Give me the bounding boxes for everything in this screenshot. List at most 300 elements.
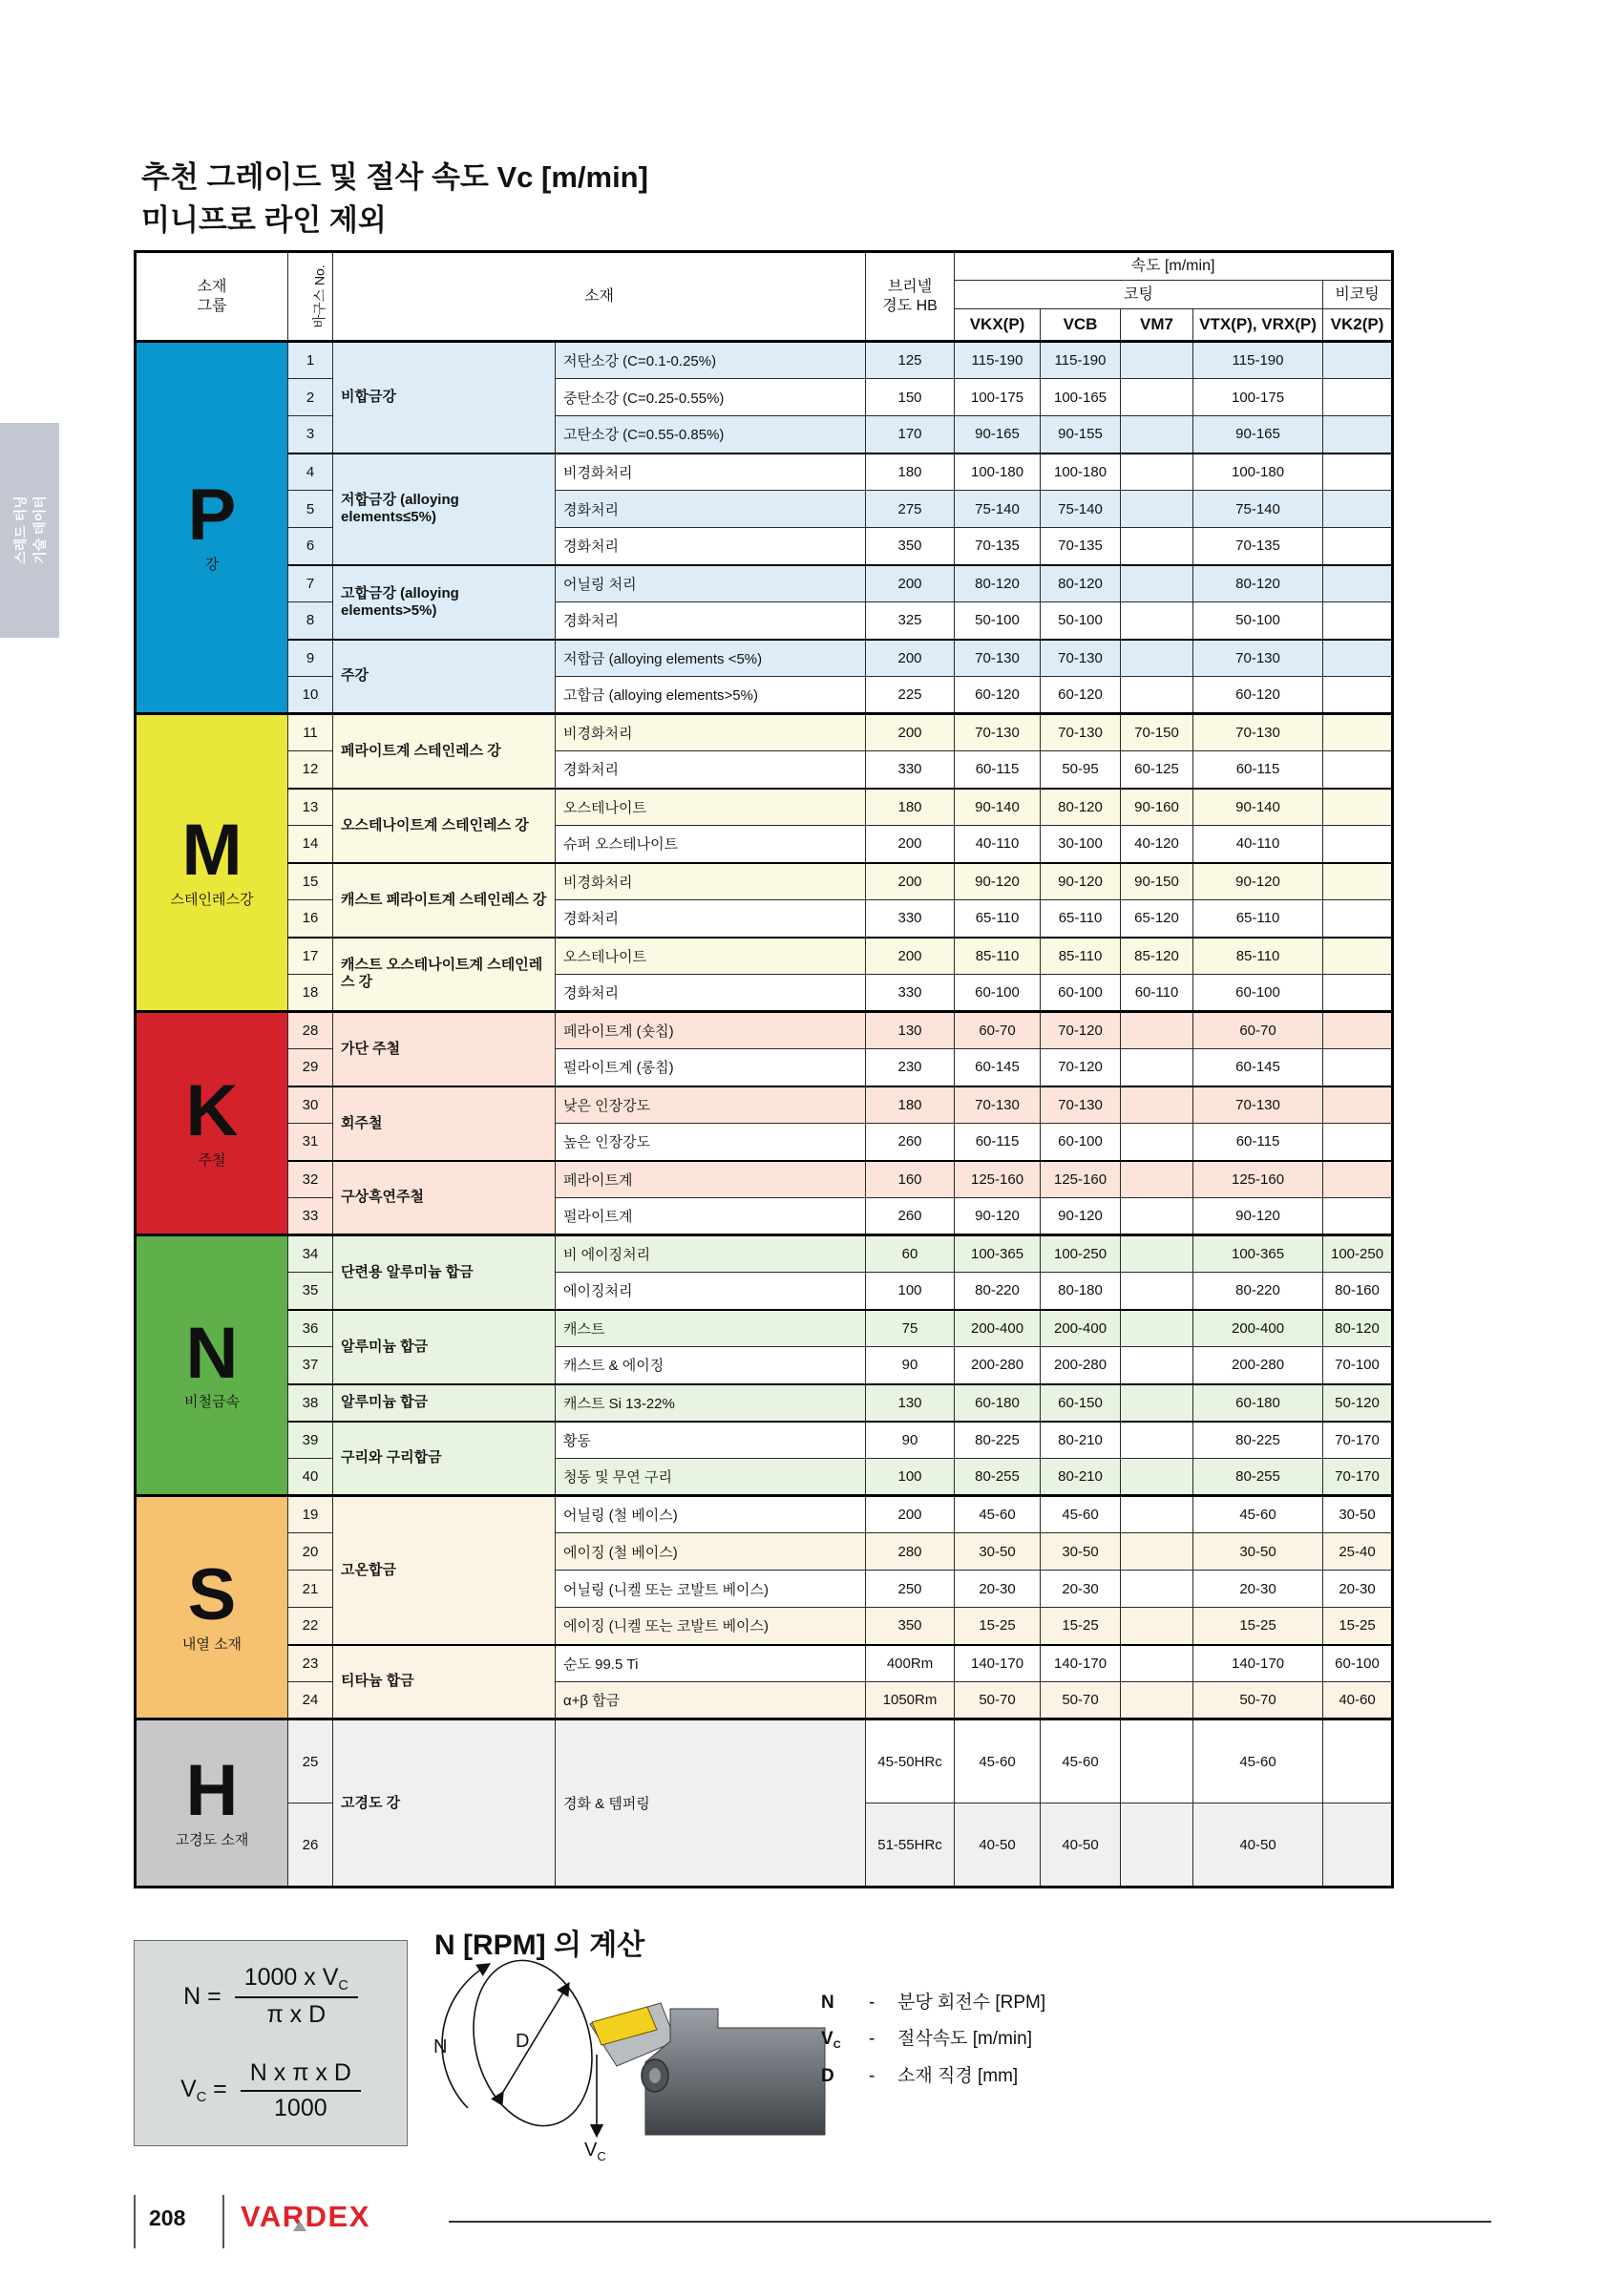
speed-cell-vcb: 115-190 — [1041, 342, 1121, 379]
table-row — [136, 789, 1393, 826]
table-row — [136, 1422, 1393, 1459]
hardness-cell: 180 — [866, 1086, 955, 1124]
speed-cell-vm7 — [1121, 1384, 1193, 1422]
speed-cell-vcb: 90-120 — [1041, 1198, 1121, 1235]
speed-cell-vcb: 90-120 — [1041, 863, 1121, 900]
group-label: 강 — [204, 556, 220, 573]
material-category-cell: 캐스트 페라이트계 스테인레스 강 — [333, 863, 556, 938]
group-letter: M — [181, 810, 243, 892]
page-title: 추천 그레이드 및 절삭 속도 Vc [m/min] — [141, 160, 648, 194]
row-no-cell: 16 — [288, 900, 333, 938]
material-category-cell: 알루미늄 합금 — [333, 1310, 556, 1384]
table-row — [136, 1347, 1393, 1384]
material-cell: 낮은 인장강도 — [556, 1086, 866, 1124]
speed-cell-vk2 — [1323, 826, 1393, 863]
row-no-cell: 39 — [288, 1422, 333, 1459]
speed-cell-vm7 — [1121, 1049, 1193, 1086]
speed-cell-vtx-vrx: 20-30 — [1193, 1571, 1323, 1608]
speed-cell-vkx: 70-130 — [955, 640, 1041, 677]
speed-cell-vcb: 30-50 — [1041, 1533, 1121, 1571]
legend-item — [821, 1988, 1045, 2014]
speed-cell-vk2 — [1323, 640, 1393, 677]
header-material-group-l2: 그룹 — [197, 297, 227, 314]
speed-cell-vkx: 45-60 — [955, 1719, 1041, 1803]
calc-section-title: N [RPM] 의 계산 — [434, 1930, 645, 1961]
material-cell: 경화처리 — [556, 975, 866, 1012]
material-category-cell: 가단 주철 — [333, 1012, 556, 1086]
speed-cell-vkx: 100-180 — [955, 453, 1041, 491]
speed-cell-vk2 — [1323, 975, 1393, 1012]
hardness-cell: 170 — [866, 416, 955, 453]
speed-cell-vm7 — [1121, 1273, 1193, 1310]
speed-cell-vk2 — [1323, 938, 1393, 975]
hardness-cell: 200 — [866, 640, 955, 677]
material-cell: 펄라이트계 (롱칩) — [556, 1049, 866, 1086]
row-no-cell: 29 — [288, 1049, 333, 1086]
page-number: 208 — [149, 2205, 186, 2230]
speed-cell-vkx: 40-50 — [955, 1803, 1041, 1888]
side-tab-line1: 스레드 터닝 — [12, 496, 29, 564]
speed-cell-vcb: 100-250 — [1041, 1235, 1121, 1273]
group-label: 스테인레스강 — [170, 891, 254, 908]
hardness-cell: 60 — [866, 1235, 955, 1273]
speed-cell-vcb: 80-120 — [1041, 565, 1121, 602]
speed-cell-vcb: 60-150 — [1041, 1384, 1121, 1422]
speed-cell-vcb: 100-165 — [1041, 379, 1121, 416]
speed-cell-vkx: 70-130 — [955, 714, 1041, 751]
table-row — [136, 1086, 1393, 1124]
group-label: 주철 — [198, 1151, 226, 1169]
material-cell: 경화처리 — [556, 751, 866, 789]
row-no-cell: 7 — [288, 565, 333, 602]
group-cell-N — [136, 1235, 288, 1496]
speed-cell-vtx-vrx: 125-160 — [1193, 1161, 1323, 1198]
material-cell: 캐스트 Si 13-22% — [556, 1384, 866, 1422]
hardness-cell: 325 — [866, 602, 955, 640]
group-label: 고경도 소재 — [175, 1831, 249, 1848]
table-row — [136, 1645, 1393, 1682]
hardness-cell: 180 — [866, 453, 955, 491]
speed-cell-vkx: 100-365 — [955, 1235, 1041, 1273]
speed-cell-vtx-vrx: 80-255 — [1193, 1459, 1323, 1496]
speed-cell-vcb: 200-280 — [1041, 1347, 1121, 1384]
hardness-cell: 1050Rm — [866, 1682, 955, 1719]
row-no-cell: 13 — [288, 789, 333, 826]
formula-vc-numerator: N x π x D — [241, 2059, 361, 2092]
speed-cell-vk2 — [1323, 751, 1393, 789]
header-material-group — [136, 252, 288, 342]
speed-cell-vk2: 25-40 — [1323, 1533, 1393, 1571]
row-no-cell: 8 — [288, 602, 333, 640]
speed-cell-vkx: 60-115 — [955, 751, 1041, 789]
material-cell: 저합금 (alloying elements <5%) — [556, 640, 866, 677]
speed-cell-vk2 — [1323, 491, 1393, 528]
speed-cell-vkx: 90-165 — [955, 416, 1041, 453]
speed-cell-vcb: 60-100 — [1041, 975, 1121, 1012]
speed-cell-vkx: 60-70 — [955, 1012, 1041, 1049]
row-no-cell: 14 — [288, 826, 333, 863]
row-no-cell: 17 — [288, 938, 333, 975]
table-row — [136, 1682, 1393, 1719]
speed-cell-vm7: 70-150 — [1121, 714, 1193, 751]
speed-cell-vkx: 75-140 — [955, 491, 1041, 528]
group-cell-H — [136, 1719, 288, 1888]
group-letter: K — [185, 1070, 239, 1152]
speed-cell-vm7 — [1121, 1719, 1193, 1803]
speed-cell-vkx: 100-175 — [955, 379, 1041, 416]
hardness-cell: 260 — [866, 1124, 955, 1161]
speed-cell-vtx-vrx: 90-120 — [1193, 1198, 1323, 1235]
material-cell: 에이징 (니켈 또는 코발트 베이스) — [556, 1608, 866, 1645]
speed-cell-vcb: 70-130 — [1041, 1086, 1121, 1124]
speed-cell-vk2: 80-160 — [1323, 1273, 1393, 1310]
speed-cell-vk2 — [1323, 416, 1393, 453]
hardness-cell: 100 — [866, 1273, 955, 1310]
hardness-cell: 230 — [866, 1049, 955, 1086]
speed-cell-vm7: 90-150 — [1121, 863, 1193, 900]
speed-cell-vcb: 70-120 — [1041, 1049, 1121, 1086]
speed-cell-vm7 — [1121, 677, 1193, 714]
row-no-cell: 40 — [288, 1459, 333, 1496]
header-grade-vkx: VKX(P) — [955, 309, 1041, 342]
hardness-cell: 100 — [866, 1459, 955, 1496]
speed-cell-vk2 — [1323, 379, 1393, 416]
speed-cell-vm7 — [1121, 1533, 1193, 1571]
speed-cell-vkx: 50-100 — [955, 602, 1041, 640]
speed-cell-vtx-vrx: 50-100 — [1193, 602, 1323, 640]
speed-cell-vcb: 60-120 — [1041, 677, 1121, 714]
speed-cell-vm7: 85-120 — [1121, 938, 1193, 975]
material-category-cell: 회주철 — [333, 1086, 556, 1161]
table-row — [136, 1012, 1393, 1049]
row-no-cell: 32 — [288, 1161, 333, 1198]
material-cell: 경화처리 — [556, 491, 866, 528]
hardness-cell: 280 — [866, 1533, 955, 1571]
table-row — [136, 416, 1393, 453]
speed-cell-vk2 — [1323, 900, 1393, 938]
speed-cell-vtx-vrx: 45-60 — [1193, 1496, 1323, 1533]
material-category-cell: 알루미늄 합금 — [333, 1384, 556, 1422]
speed-cell-vkx: 40-110 — [955, 826, 1041, 863]
row-no-cell: 22 — [288, 1608, 333, 1645]
speed-cell-vcb: 45-60 — [1041, 1496, 1121, 1533]
hardness-cell: 180 — [866, 789, 955, 826]
speed-cell-vk2: 60-100 — [1323, 1645, 1393, 1682]
material-cell: 페라이트계 — [556, 1161, 866, 1198]
row-no-cell: 25 — [288, 1719, 333, 1803]
table-row — [136, 1571, 1393, 1608]
speed-cell-vk2: 100-250 — [1323, 1235, 1393, 1273]
speed-cell-vtx-vrx: 200-400 — [1193, 1310, 1323, 1347]
speed-cell-vcb: 125-160 — [1041, 1161, 1121, 1198]
speed-cell-vk2: 80-120 — [1323, 1310, 1393, 1347]
speed-cell-vm7 — [1121, 1124, 1193, 1161]
header-grade-vtx-vrx: VTX(P), VRX(P) — [1193, 309, 1323, 342]
speed-cell-vtx-vrx: 90-140 — [1193, 789, 1323, 826]
speed-cell-vkx: 80-225 — [955, 1422, 1041, 1459]
row-no-cell: 20 — [288, 1533, 333, 1571]
speed-cell-vcb: 50-100 — [1041, 602, 1121, 640]
legend-symbol: $V_C$ — [821, 2029, 841, 2051]
hardness-cell: 130 — [866, 1384, 955, 1422]
speed-cell-vm7 — [1121, 1571, 1193, 1608]
table-row — [136, 1124, 1393, 1161]
hardness-cell: 330 — [866, 975, 955, 1012]
speed-cell-vcb: 45-60 — [1041, 1719, 1121, 1803]
speed-cell-vk2: 70-170 — [1323, 1422, 1393, 1459]
speed-cell-vk2: 70-170 — [1323, 1459, 1393, 1496]
speed-table — [134, 250, 1394, 1888]
speed-cell-vm7 — [1121, 491, 1193, 528]
speed-cell-vkx: 85-110 — [955, 938, 1041, 975]
speed-cell-vtx-vrx: 60-70 — [1193, 1012, 1323, 1049]
material-category-cell: 오스테나이트계 스테인레스 강 — [333, 789, 556, 863]
row-no-cell: 31 — [288, 1124, 333, 1161]
speed-cell-vkx: 90-120 — [955, 863, 1041, 900]
speed-cell-vk2 — [1323, 1198, 1393, 1235]
row-no-cell: 18 — [288, 975, 333, 1012]
material-cell: 청동 및 무연 구리 — [556, 1459, 866, 1496]
group-cell-K — [136, 1012, 288, 1235]
hardness-cell: 330 — [866, 751, 955, 789]
speed-cell-vm7 — [1121, 1608, 1193, 1645]
speed-cell-vm7 — [1121, 528, 1193, 565]
speed-cell-vcb: 60-100 — [1041, 1124, 1121, 1161]
footer-divider-mid — [222, 2195, 224, 2248]
legend-separator: - — [869, 2065, 875, 2086]
table-row — [136, 342, 1393, 379]
speed-cell-vcb: 50-95 — [1041, 751, 1121, 789]
formula-vc-fraction — [241, 2059, 361, 2122]
speed-cell-vm7: 90-160 — [1121, 789, 1193, 826]
hardness-cell: 90 — [866, 1422, 955, 1459]
speed-cell-vkx: 20-30 — [955, 1571, 1041, 1608]
row-no-cell: 21 — [288, 1571, 333, 1608]
material-cell: 경화처리 — [556, 528, 866, 565]
formula-n-denominator: π x D — [266, 2001, 327, 2029]
speed-cell-vtx-vrx: 90-165 — [1193, 416, 1323, 453]
speed-cell-vk2 — [1323, 863, 1393, 900]
speed-cell-vm7: 60-110 — [1121, 975, 1193, 1012]
speed-cell-vm7 — [1121, 1161, 1193, 1198]
speed-table-body — [136, 342, 1393, 1888]
speed-cell-vkx: 60-145 — [955, 1049, 1041, 1086]
material-cell: 에이징처리 — [556, 1273, 866, 1310]
header-uncoated: 비코팅 — [1323, 281, 1393, 309]
speed-cell-vkx: 80-220 — [955, 1273, 1041, 1310]
speed-cell-vtx-vrx: 60-120 — [1193, 677, 1323, 714]
speed-cell-vtx-vrx: 70-135 — [1193, 528, 1323, 565]
header-material: 소재 — [333, 252, 866, 342]
material-cell: 오스테나이트 — [556, 938, 866, 975]
legend — [821, 1988, 1045, 2087]
speed-cell-vk2 — [1323, 565, 1393, 602]
header-coated: 코팅 — [955, 281, 1323, 309]
speed-cell-vkx: 70-135 — [955, 528, 1041, 565]
speed-cell-vm7 — [1121, 1347, 1193, 1384]
speed-cell-vcb: 40-50 — [1041, 1803, 1121, 1888]
legend-separator: - — [869, 1993, 875, 2013]
vardex-logo: VARDEX — [241, 2200, 370, 2233]
table-row — [136, 640, 1393, 677]
speed-cell-vcb: 65-110 — [1041, 900, 1121, 938]
speed-cell-vtx-vrx: 80-225 — [1193, 1422, 1323, 1459]
legend-item — [821, 2024, 1045, 2051]
footer-divider-left — [134, 2195, 136, 2248]
header-grade-vm7: VM7 — [1121, 309, 1193, 342]
hardness-cell: 200 — [866, 826, 955, 863]
speed-cell-vkx: 60-120 — [955, 677, 1041, 714]
table-row — [136, 714, 1393, 751]
material-cell: α+β 합금 — [556, 1682, 866, 1719]
speed-cell-vtx-vrx: 65-110 — [1193, 900, 1323, 938]
hardness-cell: 130 — [866, 1012, 955, 1049]
legend-item — [821, 2061, 1045, 2087]
speed-cell-vkx: 60-115 — [955, 1124, 1041, 1161]
formula-n — [135, 1964, 407, 2029]
table-row — [136, 379, 1393, 416]
speed-cell-vkx: 60-100 — [955, 975, 1041, 1012]
table-row — [136, 453, 1393, 491]
speed-cell-vkx: 200-280 — [955, 1347, 1041, 1384]
speed-cell-vcb: 75-140 — [1041, 491, 1121, 528]
speed-cell-vcb: 70-130 — [1041, 714, 1121, 751]
material-cell: 비경화처리 — [556, 453, 866, 491]
table-row — [136, 602, 1393, 640]
material-category-cell: 티타늄 합금 — [333, 1645, 556, 1719]
header-vargus-no-label: 바구스 No. — [311, 264, 327, 328]
material-cell: 경화처리 — [556, 602, 866, 640]
material-cell: 저탄소강 (C=0.1-0.25%) — [556, 342, 866, 379]
speed-cell-vm7 — [1121, 1310, 1193, 1347]
footer-rule — [449, 2221, 1491, 2223]
hardness-cell: 400Rm — [866, 1645, 955, 1682]
material-cell: 중탄소강 (C=0.25-0.55%) — [556, 379, 866, 416]
material-category-cell: 비합금강 — [333, 342, 556, 453]
hardness-cell: 51-55HRc — [866, 1803, 955, 1888]
material-category-cell: 캐스트 오스테나이트계 스테인레스 강 — [333, 938, 556, 1012]
legend-description: 분당 회전수 [RPM] — [897, 1993, 1046, 2013]
speed-cell-vm7: 65-120 — [1121, 900, 1193, 938]
turning-diagram — [420, 1948, 859, 2182]
speed-cell-vk2 — [1323, 1086, 1393, 1124]
material-category-cell: 저합금강 (alloying elements≤5%) — [333, 453, 556, 565]
speed-cell-vtx-vrx: 70-130 — [1193, 714, 1323, 751]
hardness-cell: 250 — [866, 1571, 955, 1608]
speed-cell-vm7 — [1121, 1645, 1193, 1682]
group-letter: S — [187, 1554, 237, 1636]
row-no-cell: 1 — [288, 342, 333, 379]
row-no-cell: 23 — [288, 1645, 333, 1682]
table-row — [136, 1608, 1393, 1645]
row-no-cell: 2 — [288, 379, 333, 416]
material-cell: 캐스트 — [556, 1310, 866, 1347]
speed-cell-vk2 — [1323, 789, 1393, 826]
material-category-cell: 단련용 알루미늄 합금 — [333, 1235, 556, 1310]
table-row — [136, 863, 1393, 900]
speed-cell-vkx: 30-50 — [955, 1533, 1041, 1571]
vardex-logo-triangle — [293, 2221, 306, 2231]
speed-cell-vkx: 90-120 — [955, 1198, 1041, 1235]
speed-cell-vcb: 200-400 — [1041, 1310, 1121, 1347]
table-row — [136, 751, 1393, 789]
speed-cell-vkx: 200-400 — [955, 1310, 1041, 1347]
header-material-group-l1: 소재 — [197, 279, 227, 296]
row-no-cell: 9 — [288, 640, 333, 677]
table-row — [136, 677, 1393, 714]
table-row — [136, 1496, 1393, 1533]
speed-cell-vk2 — [1323, 453, 1393, 491]
material-cell: 경화처리 — [556, 900, 866, 938]
speed-cell-vtx-vrx: 100-180 — [1193, 453, 1323, 491]
speed-cell-vm7: 40-120 — [1121, 826, 1193, 863]
material-category-cell: 고온합금 — [333, 1496, 556, 1645]
speed-cell-vcb: 140-170 — [1041, 1645, 1121, 1682]
table-row — [136, 1719, 1393, 1803]
speed-cell-vm7: 60-125 — [1121, 751, 1193, 789]
legend-separator: - — [869, 2029, 875, 2049]
row-no-cell: 10 — [288, 677, 333, 714]
material-cell: 어닐링 (철 베이스) — [556, 1496, 866, 1533]
speed-cell-vcb: 80-120 — [1041, 789, 1121, 826]
material-cell: 황동 — [556, 1422, 866, 1459]
material-cell: 펄라이트계 — [556, 1198, 866, 1235]
group-label: 비철금속 — [184, 1394, 240, 1411]
hardness-cell: 45-50HRc — [866, 1719, 955, 1803]
speed-cell-vcb: 80-180 — [1041, 1273, 1121, 1310]
side-tab-label — [1, 423, 60, 638]
formula-n-fraction — [235, 1964, 358, 2029]
speed-cell-vtx-vrx: 50-70 — [1193, 1682, 1323, 1719]
material-cell: 슈퍼 오스테나이트 — [556, 826, 866, 863]
speed-cell-vcb: 50-70 — [1041, 1682, 1121, 1719]
speed-cell-vk2 — [1323, 342, 1393, 379]
material-cell: 오스테나이트 — [556, 789, 866, 826]
speed-cell-vm7 — [1121, 565, 1193, 602]
speed-cell-vtx-vrx: 60-100 — [1193, 975, 1323, 1012]
speed-cell-vtx-vrx: 80-120 — [1193, 565, 1323, 602]
speed-cell-vtx-vrx: 85-110 — [1193, 938, 1323, 975]
speed-cell-vcb: 100-180 — [1041, 453, 1121, 491]
material-cell: 순도 99.5 Ti — [556, 1645, 866, 1682]
material-cell: 고합금 (alloying elements>5%) — [556, 677, 866, 714]
speed-cell-vkx: 50-70 — [955, 1682, 1041, 1719]
speed-cell-vm7 — [1121, 1682, 1193, 1719]
diagram-n-label: N — [433, 2036, 448, 2057]
hardness-cell: 75 — [866, 1310, 955, 1347]
speed-cell-vm7 — [1121, 1459, 1193, 1496]
row-no-cell: 5 — [288, 491, 333, 528]
speed-cell-vtx-vrx: 60-145 — [1193, 1049, 1323, 1086]
speed-cell-vtx-vrx: 60-115 — [1193, 1124, 1323, 1161]
speed-cell-vkx: 60-180 — [955, 1384, 1041, 1422]
hardness-cell: 200 — [866, 714, 955, 751]
group-letter: P — [187, 475, 237, 557]
hardness-cell: 125 — [866, 342, 955, 379]
row-no-cell: 4 — [288, 453, 333, 491]
speed-cell-vm7 — [1121, 1086, 1193, 1124]
material-cell: 어닐링 처리 — [556, 565, 866, 602]
speed-cell-vkx: 70-130 — [955, 1086, 1041, 1124]
header-grade-vk2: VK2(P) — [1323, 309, 1393, 342]
table-row — [136, 1235, 1393, 1273]
material-category-cell: 고합금강 (alloying elements>5%) — [333, 565, 556, 640]
speed-cell-vm7 — [1121, 416, 1193, 453]
legend-symbol: N — [821, 1993, 834, 2013]
table-row — [136, 938, 1393, 975]
formula-n-lhs: N = — [183, 1982, 221, 2010]
speed-cell-vtx-vrx: 40-50 — [1193, 1803, 1323, 1888]
